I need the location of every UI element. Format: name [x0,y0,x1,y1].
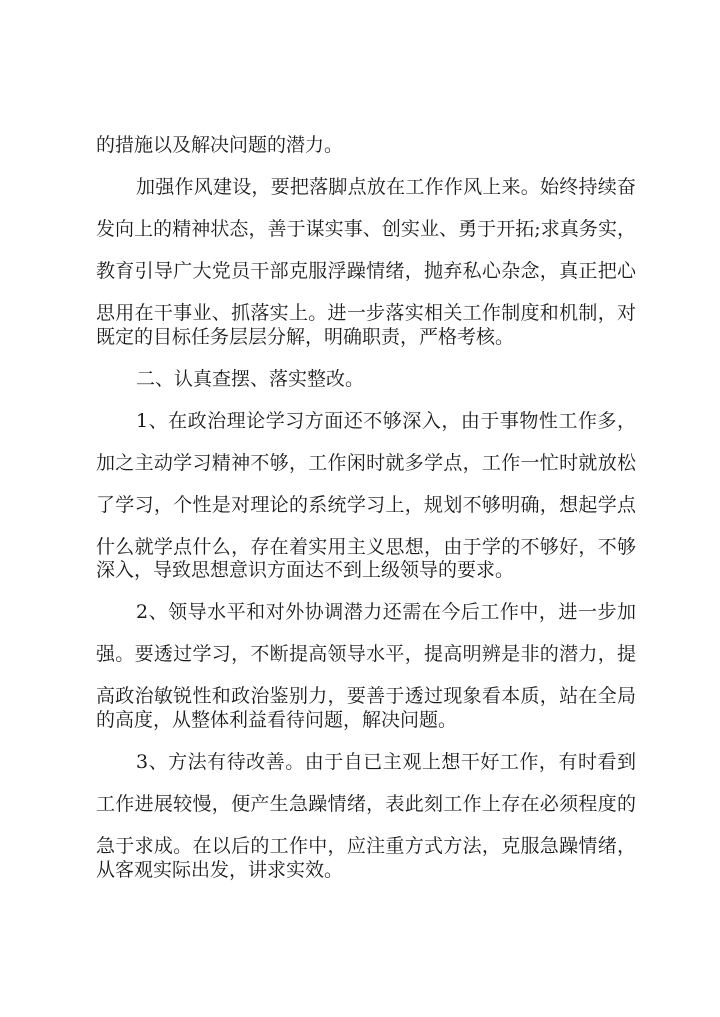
text-line: 强。要透过学习，不断提高领导水平，提高明辨是非的潜力，提 [96,643,636,665]
text-line: 工作进展较慢，便产生急躁情绪，表此刻工作上存在必须程度的 [96,793,636,815]
text-line: 急于求成。在以后的工作中，应注重方式方法，克服急躁情绪， [96,835,636,857]
section-heading: 二、认真查摆、落实整改。 [136,368,365,390]
text-line: 深入，导致思想意识方面达不到上级领导的要求。 [96,559,515,581]
text-line: 加之主动学习精神不够，工作闲时就多学点，工作一忙时就放松 [96,452,636,474]
paragraph-first-line: 1、在政治理论学习方面还不够深入，由于事物性工作多， [136,410,636,432]
text-line: 思用在干事业、抓落实上。进一步落实相关工作制度和机制，对 [96,302,636,324]
text-line: 既定的目标任务层层分解，明确职责，严格考核。 [96,326,515,348]
text-line: 的措施以及解决问题的潜力。 [96,134,344,156]
text-line: 发向上的精神状态，善于谋实事、创实业、勇于开拓;求真务实， [96,218,636,240]
paragraph-first-line: 加强作风建设，要把落脚点放在工作作风上来。始终持续奋 [136,176,636,198]
paragraph-first-line: 2、领导水平和对外协调潜力还需在今后工作中，进一步加 [136,601,636,623]
text-line: 从客观实际出发，讲求实效。 [96,859,344,881]
text-line: 教育引导广大党员干部克服浮躁情绪，抛弃私心杂念，真正把心 [96,260,636,282]
paragraph-first-line: 3、方法有待改善。由于自已主观上想干好工作，有时看到 [136,751,636,773]
text-line: 了学习，个性是对理论的系统学习上，规划不够明确，想起学点 [96,494,636,516]
text-line: 什么就学点什么，存在着实用主义思想，由于学的不够好，不够 [96,536,636,558]
text-line: 的高度，从整体利益看待问题，解决问题。 [96,709,458,731]
text-line: 高政治敏锐性和政治鉴别力，要善于透过现象看本质，站在全局 [96,685,636,707]
